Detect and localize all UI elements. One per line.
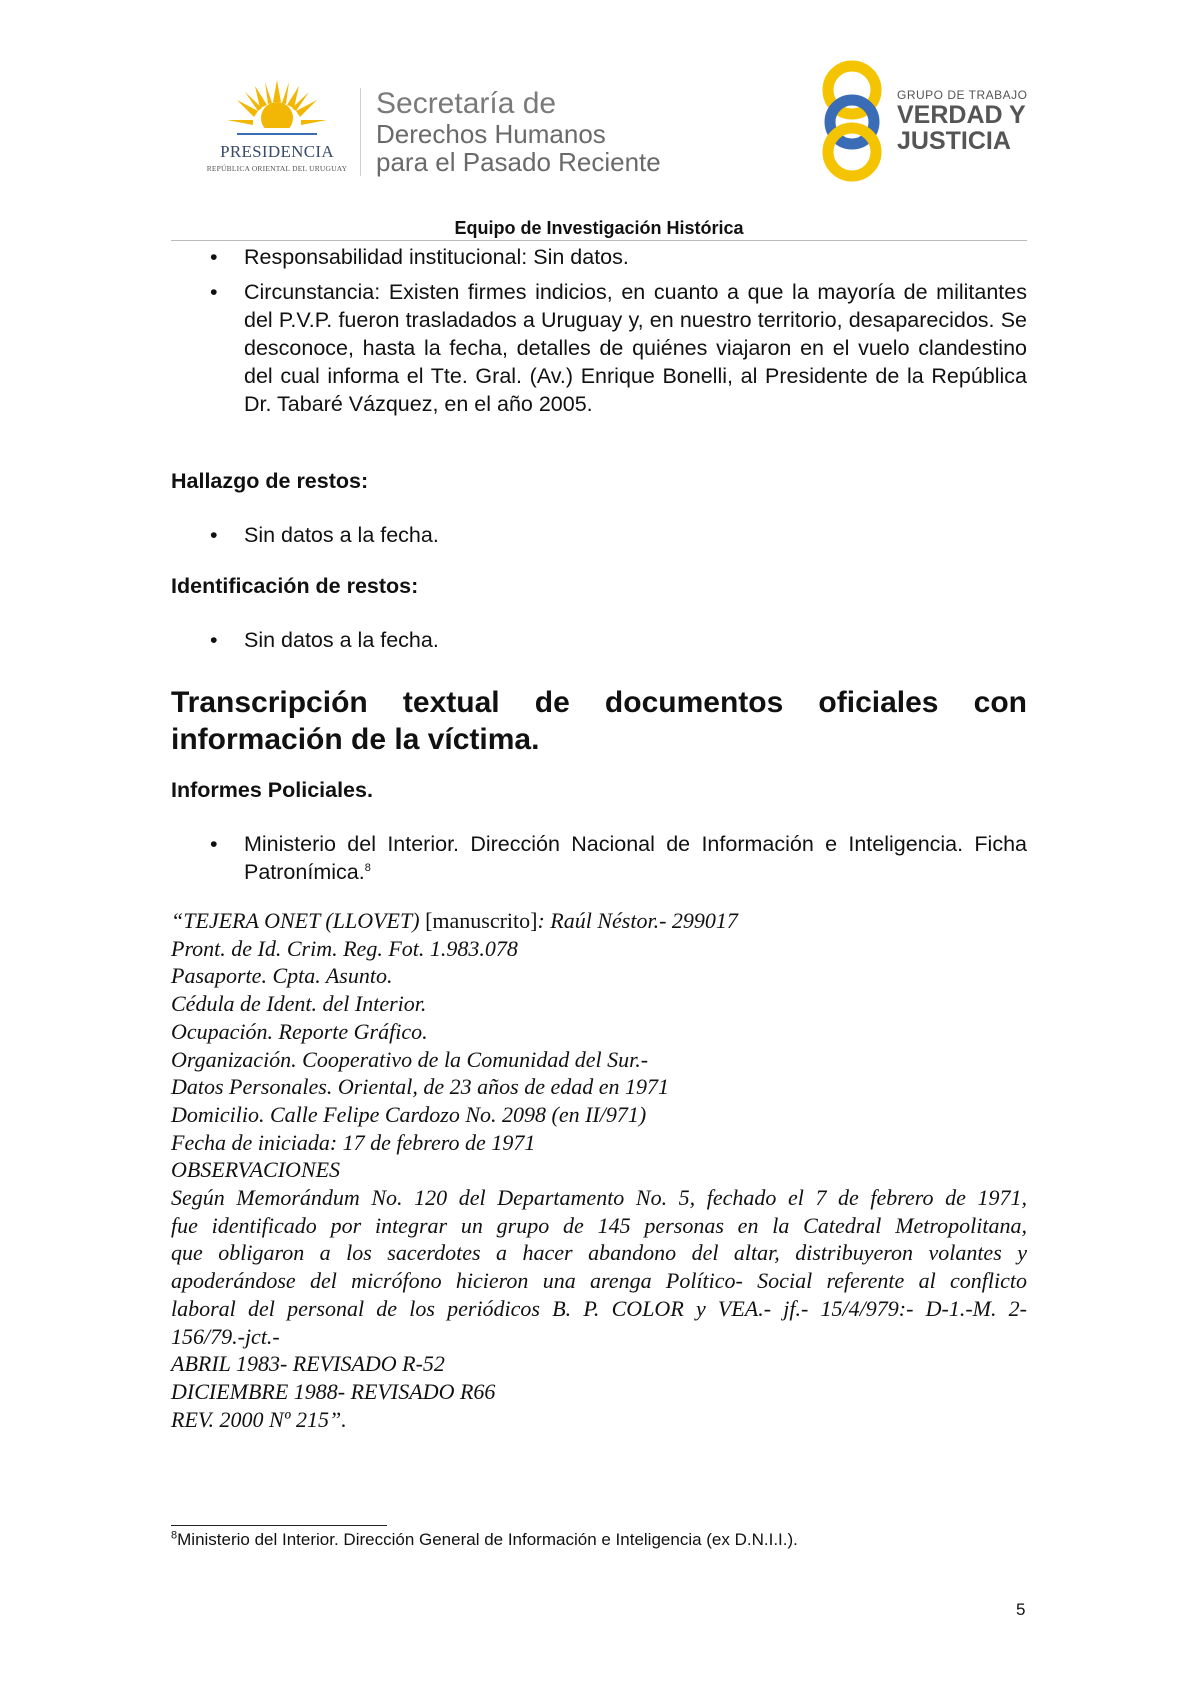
bullet-icon: • — [210, 628, 218, 652]
transcript-line: Ocupación. Reporte Gráfico. — [171, 1018, 428, 1044]
transcript-paragraph-line: apoderándose del micrófono hicieron una arenga Político- Social referente al conflicto — [171, 1268, 1027, 1294]
informes-item-text: Ministerio del Interior. Dirección Nacional de Información e Inteligencia. Ficha Patronímica. — [244, 832, 1027, 884]
header-divider — [360, 88, 361, 176]
section-title-line1: Transcripción textual de documentos oficiales con — [171, 686, 1027, 719]
verdad-justicia-text — [897, 88, 1027, 154]
informes-item — [244, 830, 1027, 886]
transcript-line: DICIEMBRE 1988- REVISADO R66 — [171, 1378, 496, 1404]
sun-emblem-icon — [197, 78, 357, 144]
transcript-paragraph-line: que obligaron a los sacerdotes a hacer abandono del altar, distribuyeron volantes y — [171, 1240, 1027, 1266]
heading-hallazgo: Hallazgo de restos: — [171, 469, 369, 493]
bullet-icon: • — [210, 523, 218, 547]
header-rule — [171, 240, 1027, 241]
presidencia-text: PRESIDENCIA — [220, 142, 334, 161]
bullet-circunstancia: Circunstancia: Existen firmes indicios, en cuanto a que la mayoría de militantes del P.V.P. fueron trasladados a Uruguay y, en nuestro territorio, desaparecidos. Se desconoce, hasta la fecha, detalles de quiénes viajaron en el vuelo clandestino del cual informa el Tte. Gral. (Av.) Enrique Bonelli, al Presidente de la República Dr. Tabaré Vázquez, en el año 2005. — [244, 280, 1027, 416]
footnote-number: 8 — [171, 1529, 178, 1542]
heading-identificacion: Identificación de restos: — [171, 574, 419, 598]
section-title-line2: información de la víctima. — [171, 723, 540, 756]
transcript-line: Domicilio. Calle Felipe Cardozo No. 2098 (en II/971) — [171, 1101, 647, 1127]
secretaria-line1: Secretaría de — [376, 87, 557, 120]
heading-informes: Informes Policiales. — [171, 778, 373, 802]
transcript-annotation: [manuscrito] — [425, 908, 538, 933]
section-title — [171, 684, 1027, 758]
transcript-line: Pasaporte. Cpta. Asunto. — [171, 963, 393, 989]
transcript-line: 156/79.-jct.- — [171, 1323, 280, 1349]
transcript-name: “TEJERA ONET (LLOVET) — [171, 908, 420, 933]
transcript-paragraph-line: Según Memorándum No. 120 del Departamento No. 5, fechado el 7 de febrero de 1971, — [171, 1185, 1027, 1211]
footnote-text: Ministerio del Interior. Dirección General de Información e Inteligencia (ex D.N.I.I.). — [177, 1530, 798, 1549]
footnote — [171, 1530, 798, 1550]
page-number: 5 — [1016, 1600, 1026, 1619]
transcript-line: REV. 2000 Nº 215”. — [171, 1406, 347, 1432]
bullet-icon: • — [210, 245, 218, 269]
identificacion-item: Sin datos a la fecha. — [244, 628, 439, 652]
transcript-line: Organización. Cooperativo de la Comunidad del Sur.- — [171, 1046, 649, 1072]
footnote-rule — [171, 1525, 387, 1526]
transcript-line — [171, 907, 1027, 935]
secretaria-logo-text — [376, 88, 661, 176]
transcript-line: ABRIL 1983- REVISADO R-52 — [171, 1351, 445, 1377]
footnote-reference[interactable]: 8 — [364, 861, 371, 874]
transcript-line: Fecha de iniciada: 17 de febrero de 1971 — [171, 1129, 536, 1155]
bullet-responsabilidad: Responsabilidad institucional: Sin datos. — [244, 245, 629, 269]
transcript-name-rest: : Raúl Néstor.- 299017 — [537, 908, 738, 933]
presidencia-logo — [197, 78, 357, 178]
presidencia-subtitle: REPÚBLICA ORIENTAL DEL URUGUAY — [206, 164, 348, 173]
secretaria-line3: para el Pasado Reciente — [376, 147, 661, 177]
hallazgo-item: Sin datos a la fecha. — [244, 523, 439, 547]
gtvj-line2: JUSTICIA — [897, 127, 1011, 155]
bullet-icon: • — [210, 832, 218, 856]
transcript-line: Cédula de Ident. del Interior. — [171, 991, 427, 1017]
transcript-paragraph-line: fue identificado por integrar un grupo de 145 personas en la Catedral Metropolitana, — [171, 1212, 1027, 1238]
gtvj-small-text: GRUPO DE TRABAJO — [897, 88, 1028, 102]
running-header: Equipo de Investigación Histórica — [454, 218, 744, 238]
document-transcript — [171, 907, 1027, 1433]
transcript-line: OBSERVACIONES — [171, 1157, 341, 1183]
gtvj-line1: VERDAD Y — [897, 101, 1026, 129]
secretaria-line2: Derechos Humanos — [376, 119, 606, 149]
transcript-line: Datos Personales. Oriental, de 23 años de edad en 1971 — [171, 1074, 669, 1100]
transcript-paragraph-line: laboral del personal de los periódicos B. P. COLOR y VEA.- jf.- 15/4/979:- D-1.-M. 2- — [171, 1295, 1027, 1321]
bullet-icon: • — [210, 280, 218, 304]
transcript-line: Pront. de Id. Crim. Reg. Fot. 1.983.078 — [171, 935, 518, 961]
